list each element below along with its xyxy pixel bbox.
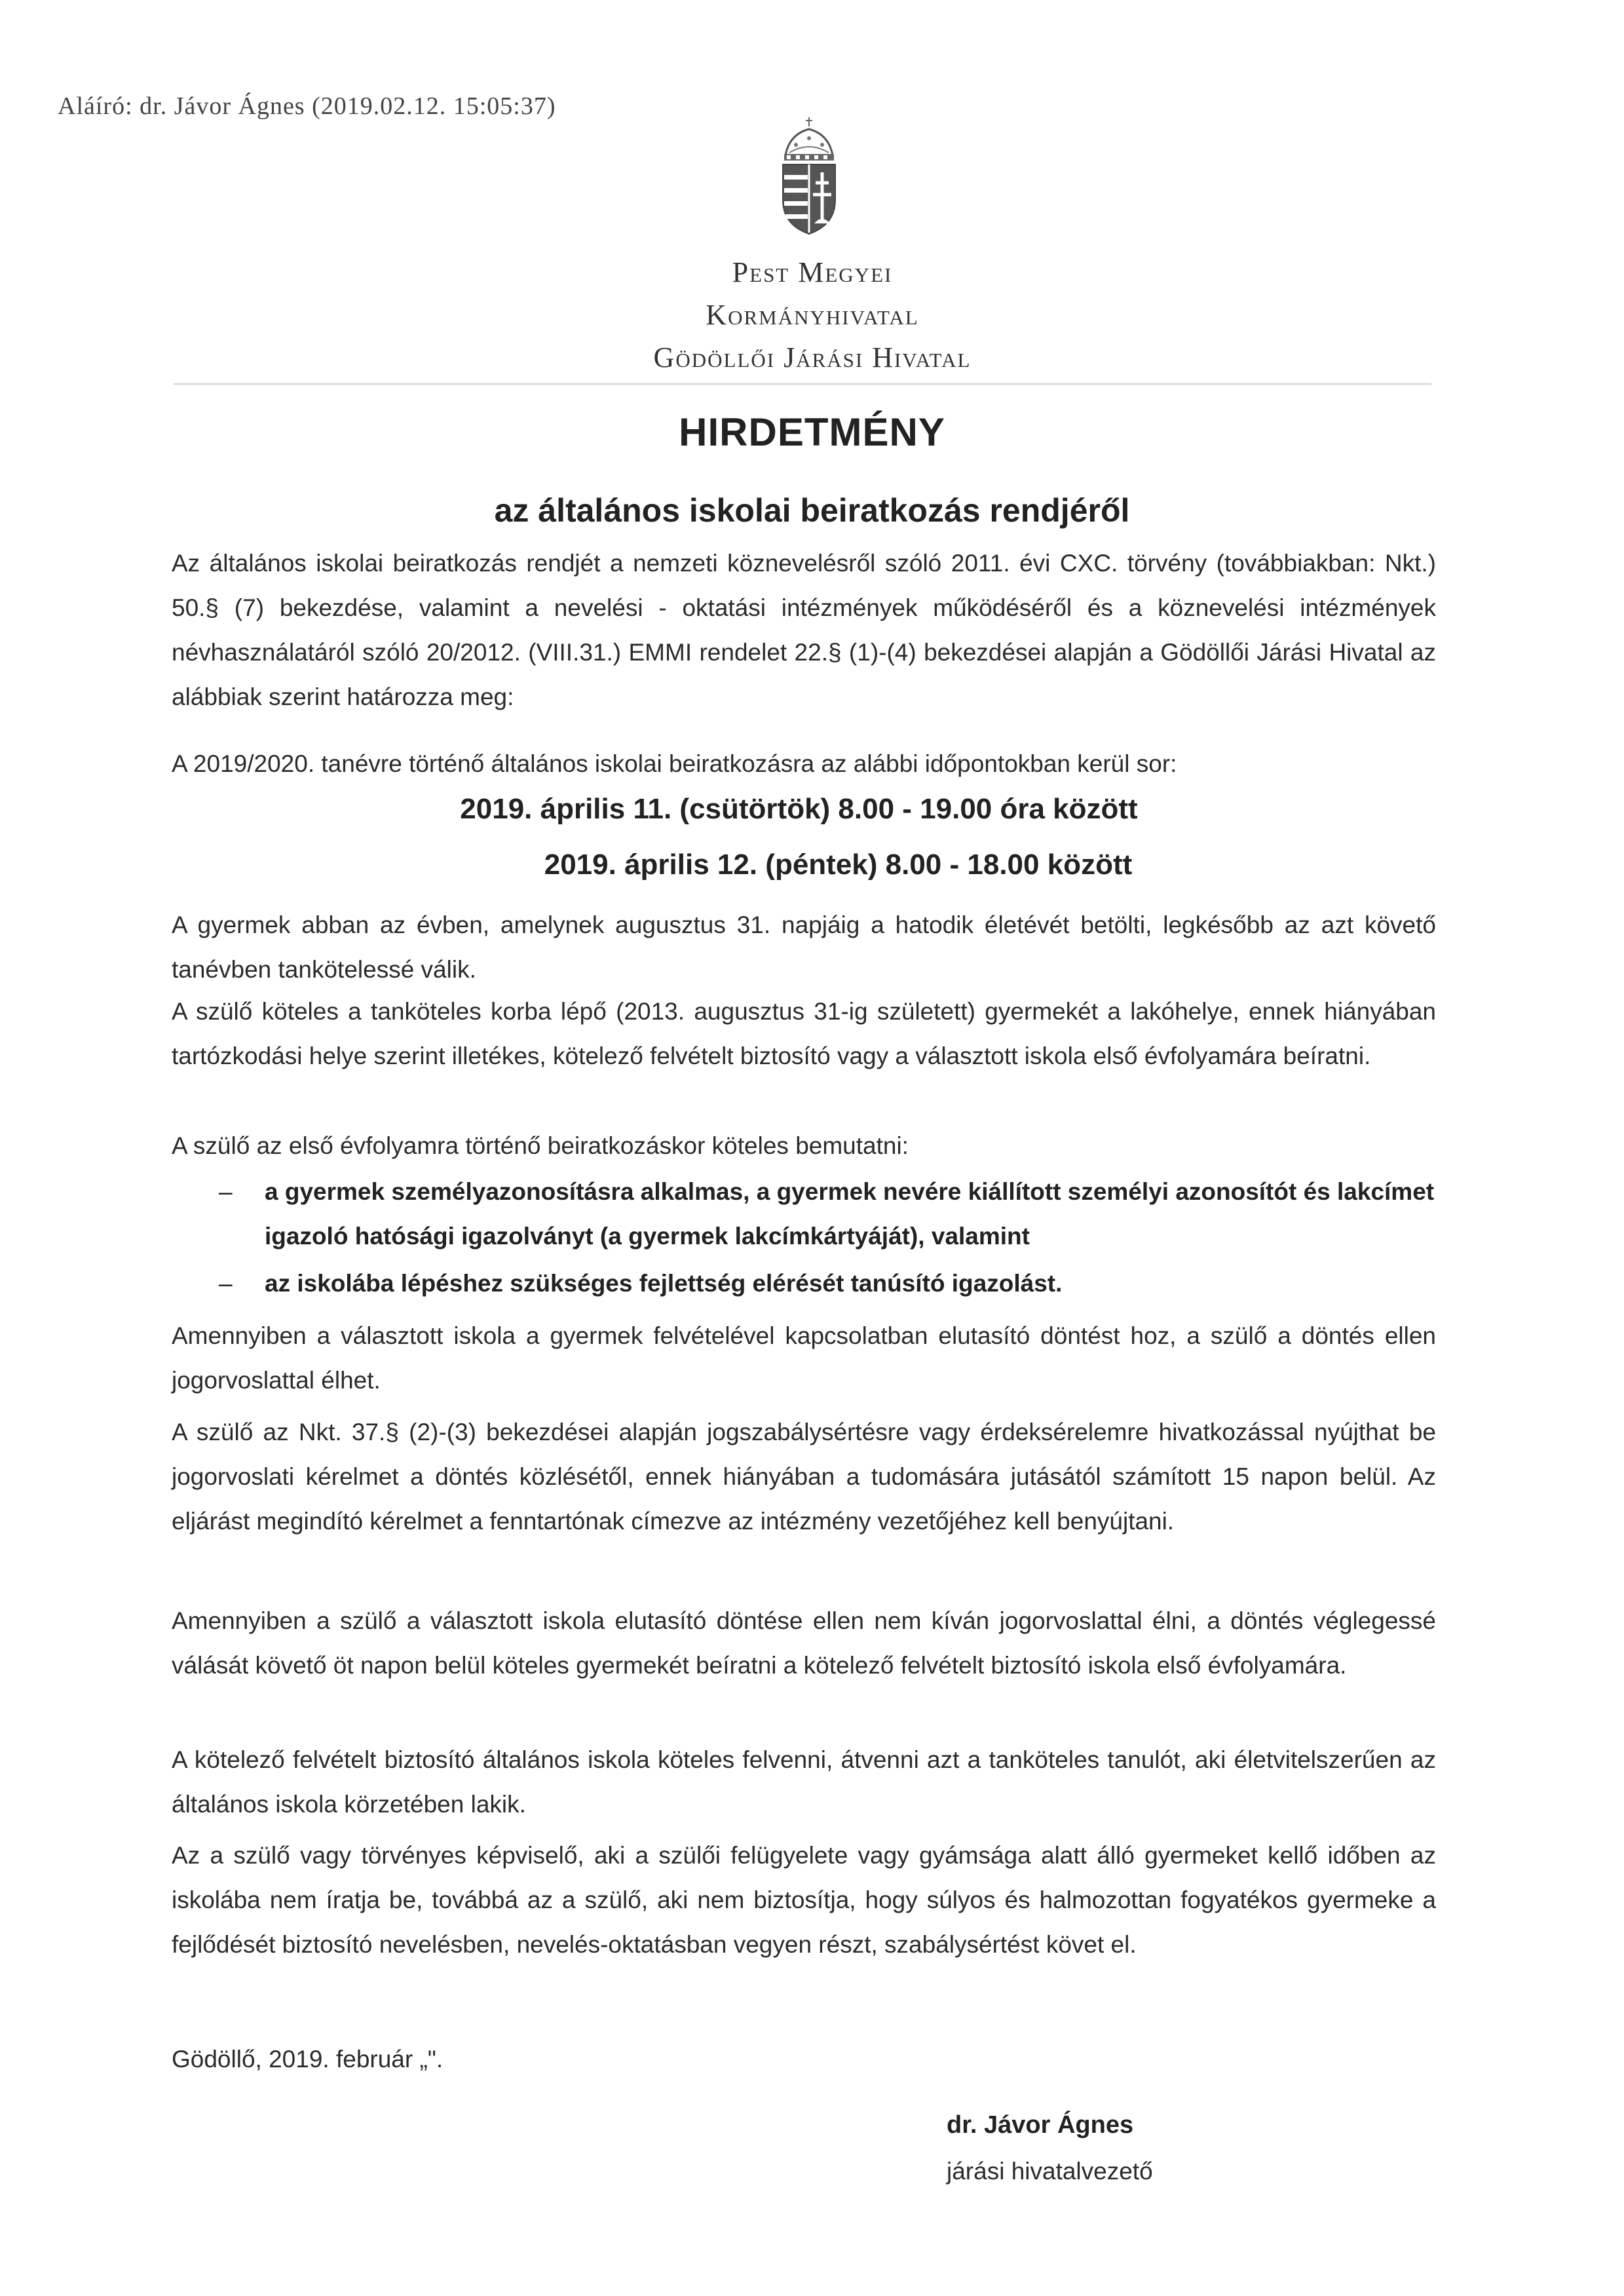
paragraph-mandatory-school: A kötelező felvételt biztosító általános iskola köteles felvenni, átvenni azt a tanköteles tanulót, aki életvitelszerűen az általános iskola körzetében lakik.	[172, 1746, 1436, 1818]
paragraph-rejection: Amennyiben a választott iskola a gyermek felvételével kapcsolatban elutasító döntést hoz, a szülő a döntés ellen jogorvoslattal élhet.	[172, 1322, 1436, 1394]
list-item-text: a gyermek személyazonosításra alkalmas, a gyermek nevére kiállított személyi azonosítót és lakcímet igazoló hatósági igazolványt (a gyermek lakcímkártyáját), valamint	[265, 1178, 1435, 1250]
digital-signature-line: Aláíró: dr. Jávor Ágnes (2019.02.12. 15:05:37)	[58, 92, 556, 120]
intro-paragraph: Az általános iskolai beiratkozás rendjét a nemzeti köznevelésről szóló 2011. évi CXC. törvény (továbbiakban: Nkt.) 50.§ (7) bekezdése, valamint a nevelési - oktatási intézmények működéséről és a köznevelési intézmények névhasználatáról szóló 20/2012. (VIII.31.) EMMI rendelet 22.§ (1)-(4) bekezdései alapján a Gödöllői Járási Hivatal az alábbiak szerint határozza meg:	[172, 550, 1436, 710]
office-name-line-3: Gödöllői Járási Hivatal	[653, 341, 972, 373]
signatory-name: dr. Jávor Ágnes	[947, 2111, 1134, 2139]
list-item	[172, 1170, 1436, 1259]
paragraph-documents-intro: A szülő az első évfolyamra történő beiratkozáskor köteles bemutatni:	[172, 1132, 909, 1159]
paragraph-school-obligation: A gyermek abban az évben, amelynek augusztus 31. napjáig a hatodik életévét betölti, legkésőbb az azt követő tanévben tankötelessé válik.	[172, 911, 1436, 983]
place-and-date: Gödöllő, 2019. február „".	[172, 2046, 444, 2073]
paragraph-no-appeal: Amennyiben a szülő a választott iskola elutasító döntése ellen nem kíván jogorvoslattal élni, a döntés véglegessé válását követő öt napon belül köteles gyermekét beíratni a kötelező felvételt biztosító iskola első évfolyamára.	[172, 1607, 1436, 1679]
enrollment-date-1: 2019. április 11. (csütörtök) 8.00 - 19.00 óra között	[460, 793, 1138, 825]
office-name-line-2: Kormányhivatal	[706, 299, 919, 331]
dash-bullet-icon: –	[219, 1178, 233, 1205]
dash-bullet-icon: –	[219, 1270, 233, 1297]
paragraph-parent-duty: A szülő köteles a tanköteles korba lépő (2013. augusztus 31-ig született) gyermekét a lakóhelye, ennek hiányában tartózkodási helye szerint illetékes, kötelező felvételt biztosító vagy a választott iskola első évfolyamára beíratni.	[172, 998, 1436, 1069]
document-title: HIRDETMÉNY	[679, 410, 945, 454]
list-item-text: az iskolába lépéshez szükséges fejlettség elérését tanúsító igazolást.	[265, 1270, 1063, 1297]
paragraph-legal-remedy: A szülő az Nkt. 37.§ (2)-(3) bekezdései alapján jogszabálysértésre vagy érdeksérelemre hivatkozással nyújthat be jogorvoslati kérelmet a döntés közlésétől, ennek hiányában a tudomására jutásától számított 15 napon belül. Az eljárást megindító kérelmet a fenntartónak címezve az intézmény vezetőjéhez kell benyújtani.	[172, 1419, 1436, 1535]
list-item	[172, 1261, 1436, 1306]
signatory-position: járási hivatalvezető	[947, 2158, 1153, 2185]
enrollment-date-2: 2019. április 12. (péntek) 8.00 - 18.00 között	[544, 849, 1133, 881]
document-subtitle: az általános iskolai beiratkozás rendjéről	[494, 492, 1130, 529]
paragraph-offence: Az a szülő vagy törvényes képviselő, aki a szülői felügyelete vagy gyámsága alatt álló gyermeket kellő időben az iskolába nem íratja be, továbbá az a szülő, aki nem biztosítja, hogy súlyos és halmozottan fogyatékos gyermeke a fejlődését biztosító nevelésben, nevelés-oktatásban vegyen részt, szabálysértést követ el.	[172, 1842, 1436, 1958]
header-divider	[174, 383, 1431, 385]
hungarian-coat-of-arms-icon	[770, 115, 848, 239]
office-name-line-1: Pest Megyei	[732, 256, 893, 288]
schedule-intro: A 2019/2020. tanévre történő általános iskolai beiratkozásra az alábbi időpontokban kerül sor:	[172, 750, 1177, 777]
required-documents-list	[172, 1170, 1436, 1309]
